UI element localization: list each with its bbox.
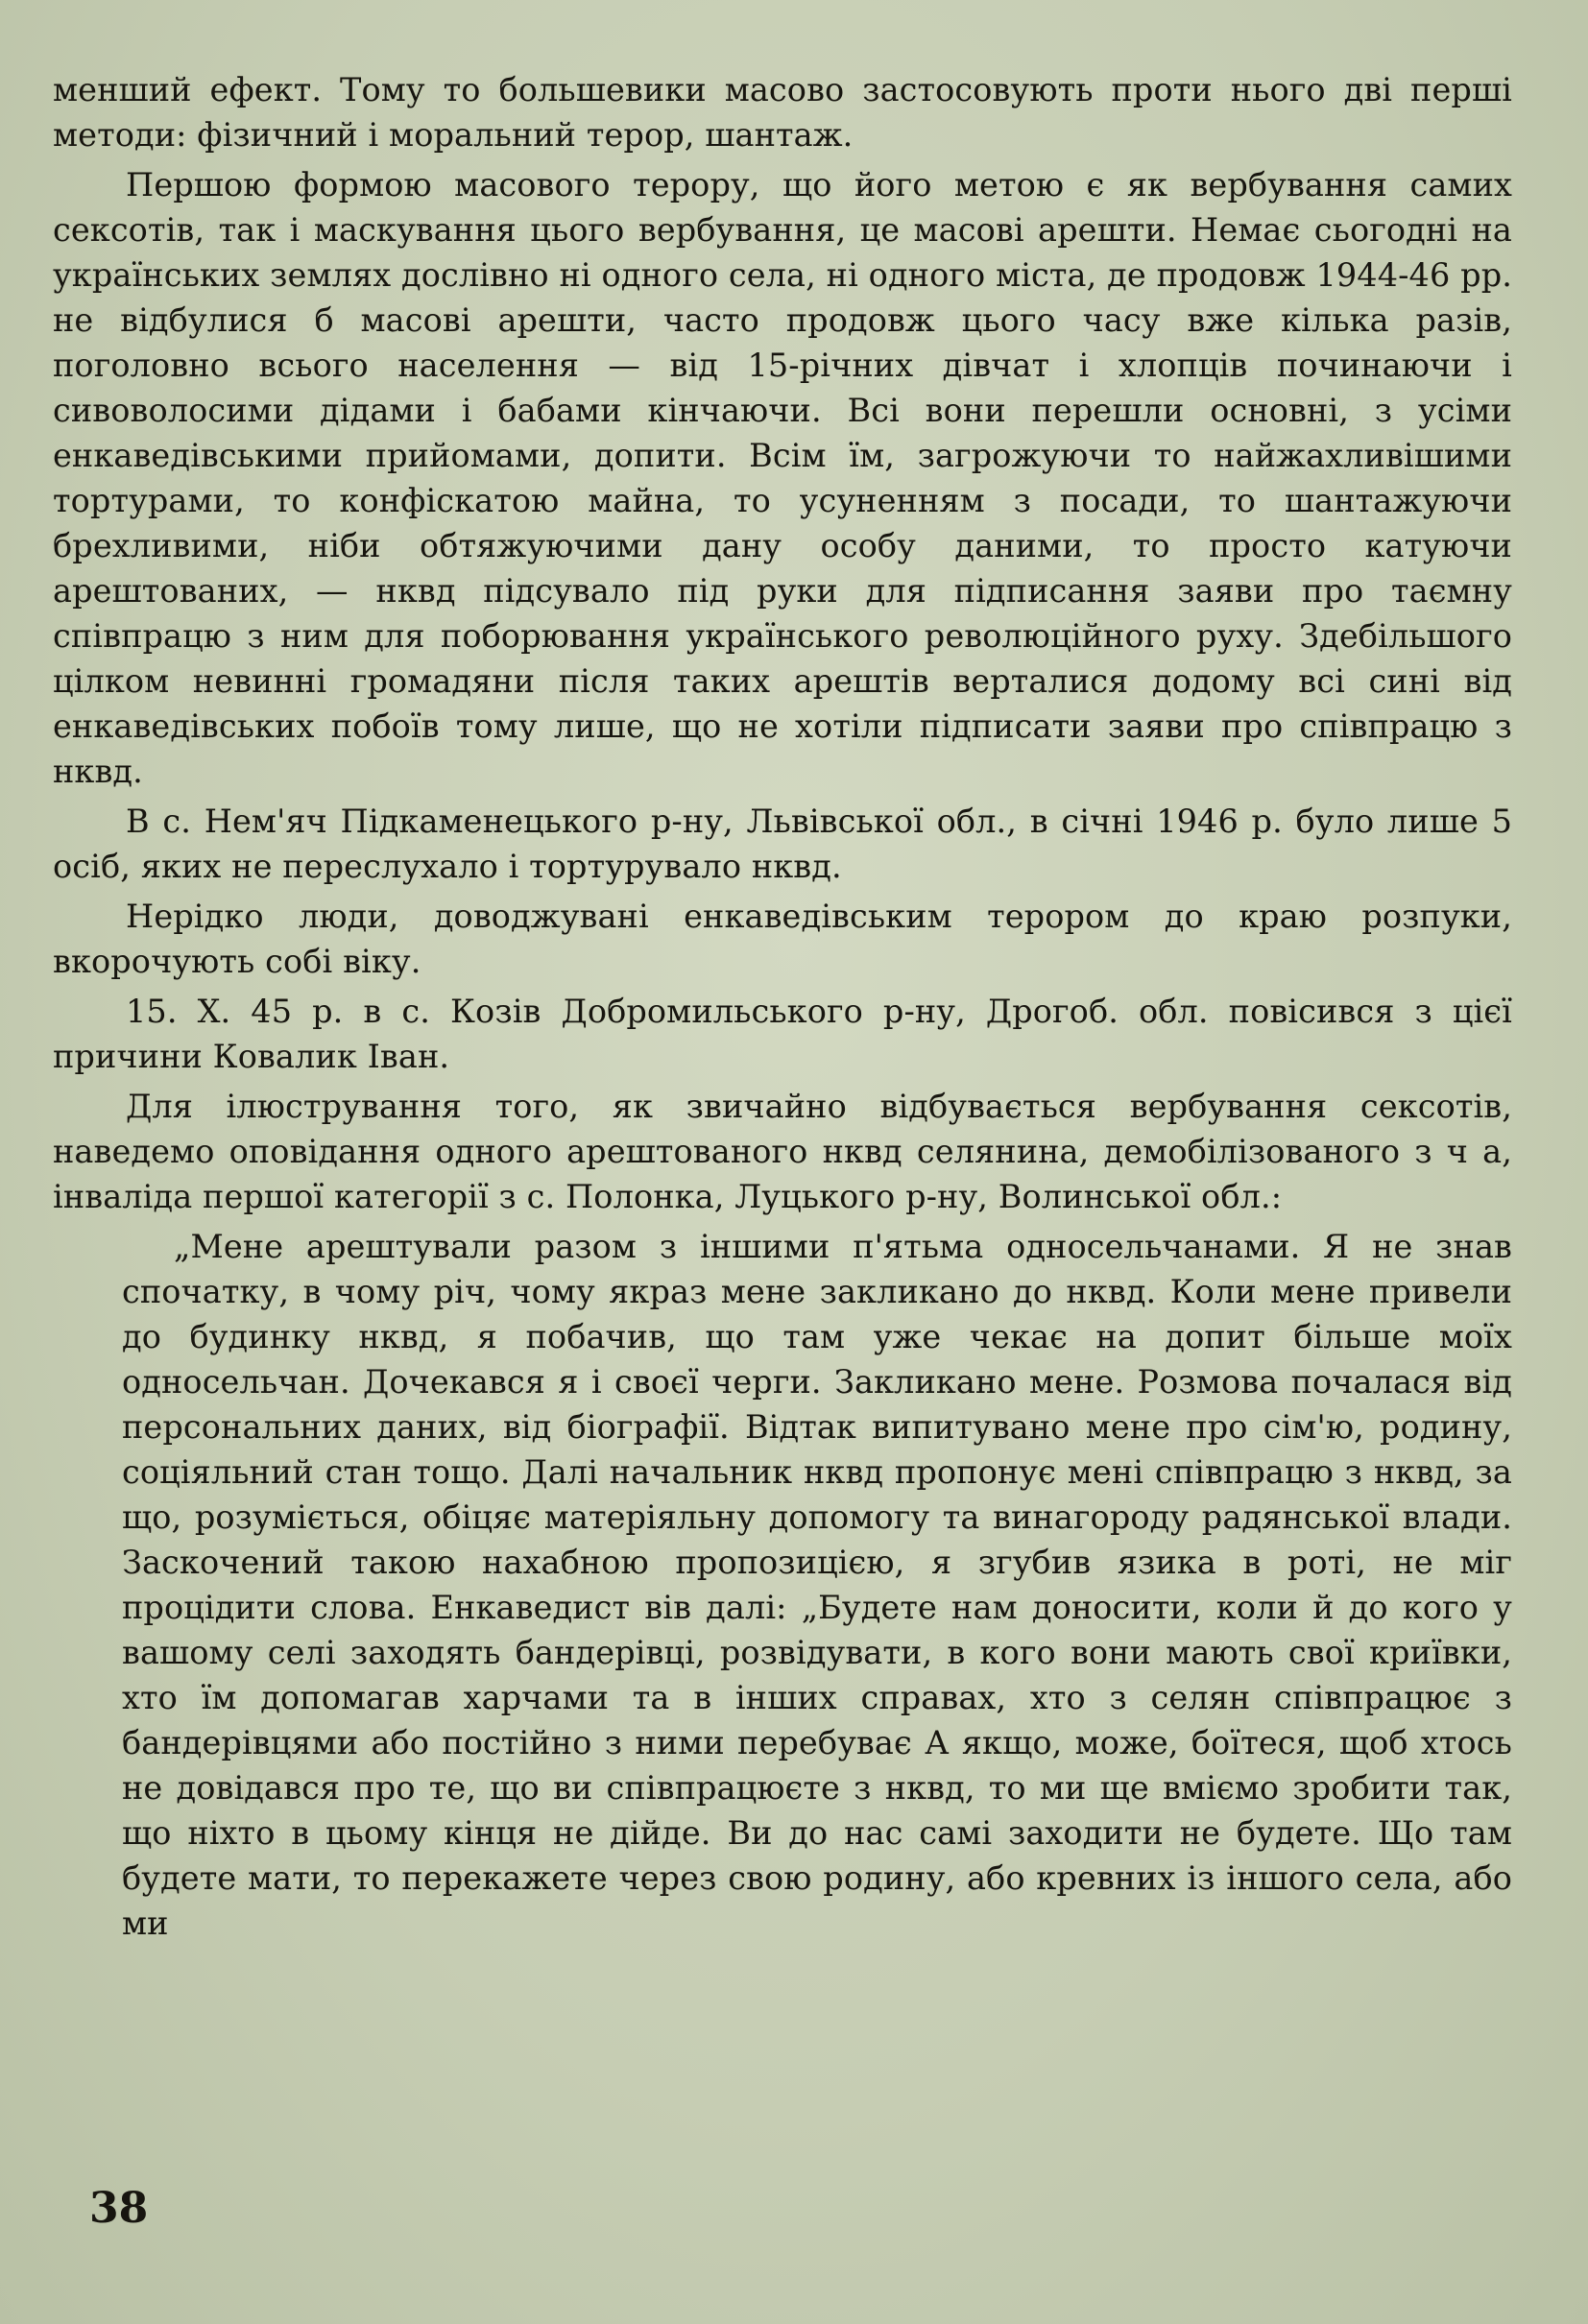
paragraph-5: 15. X. 45 р. в с. Козів Добромильського р-ну, Дрогоб. обл. повісився з цієї причини Ковалик Іван. <box>53 993 1512 1075</box>
paragraph-6: Для ілюстрування того, як звичайно відбувається вербування сексотів, наведемо оповідання одного арештованого нквд селянина, демобілізованого з ч а, інваліда першої категорії з с. Полонка, Луцького р-ну, Волинської обл.: <box>53 1088 1512 1215</box>
paragraph-2: Першою формою масового терору, що його метою є як вербування самих сексотів, так і маскування цього вербування, це масові арешти. Немає сьогодні на українських землях дослівно ні одного села, ні одного міста, де продовж 1944-46 рр. не відбулися б масові арешти, часто продовж цього часу вже кілька разів, поголовно всього населення — від 15-річних дівчат і хлопців починаючи і сивоволосими дідами і бабами кінчаючи. Всі вони перешли основні, з усіми енкаведівськими прийомами, допити. Всім їм, загрожуючи то найжахливішими тортурами, то конфіскатою майна, то усуненням з посади, то шантажуючи брехливими, ніби обтяжуючими дану особу даними, то просто катуючи арештованих, — нквд підсувало під руки для підписання заяви про таємну співпрацю з ним для поборювання українського революційного руху. Здебільшого цілком невинні громадяни після таких арештів верталися додому всі сині від енкаведівських побоїв тому лише, що не хотіли підписати заяви про співпрацю з нквд. <box>53 166 1512 790</box>
body-text <box>53 67 1512 1951</box>
quoted-account: „Мене арештували разом з іншими п'ятьма односельчанами. Я не знав спочатку, в чому річ, чому якраз мене закликано до нквд. Коли мене привели до будинку нквд, я побачив, що там уже чекає на допит більше моїх односельчан. Дочекався я і своєї черги. Закликано мене. Розмова почалася від персональних даних, від біографії. Відтак випитувано мене про сім'ю, родину, соціяльний стан тощо. Далі начальник нквд пропонує мені співпрацю з нквд, за що, розуміється, обіцяє матеріяльну допомогу та винагороду радянської влади. Заскочений такою нахабною пропозицією, я згубив язика в роті, не міг процідити слова. Енкаведист вів далі: „Будете нам доносити, коли й до кого у вашому селі заходять бандерівці, розвідувати, в кого вони мають свої криївки, хто їм допомагав харчами та в інших справах, хто з селян співпрацює з бандерівцями або постійно з ними перебуває А якщо, може, боїтеся, щоб хтось не довідався про те, що ви співпрацюєте з нквд, то ми ще вміємо зробити так, що ніхто в цьому кінця не дійде. Ви до нас самі заходити не будете. Що там будете мати, то перекажете через свою родину, або кревних із іншого села, або ми <box>122 1228 1512 1942</box>
book-page <box>53 53 1512 2280</box>
page-number: 38 <box>89 2184 149 2233</box>
paragraph-3: В с. Нем'яч Підкаменецького р-ну, Львівської обл., в січні 1946 р. було лише 5 осіб, яких не переслухало і тортурувало нквд. <box>53 803 1512 885</box>
paragraph-4: Нерідко люди, доводжувані енкаведівським терором до краю розпуки, вкорочують собі віку. <box>53 898 1512 980</box>
paragraph-1: менший ефект. Тому то большевики масово застосовують проти нього дві перші методи: фізичний і моральний терор, шантаж. <box>53 71 1512 154</box>
